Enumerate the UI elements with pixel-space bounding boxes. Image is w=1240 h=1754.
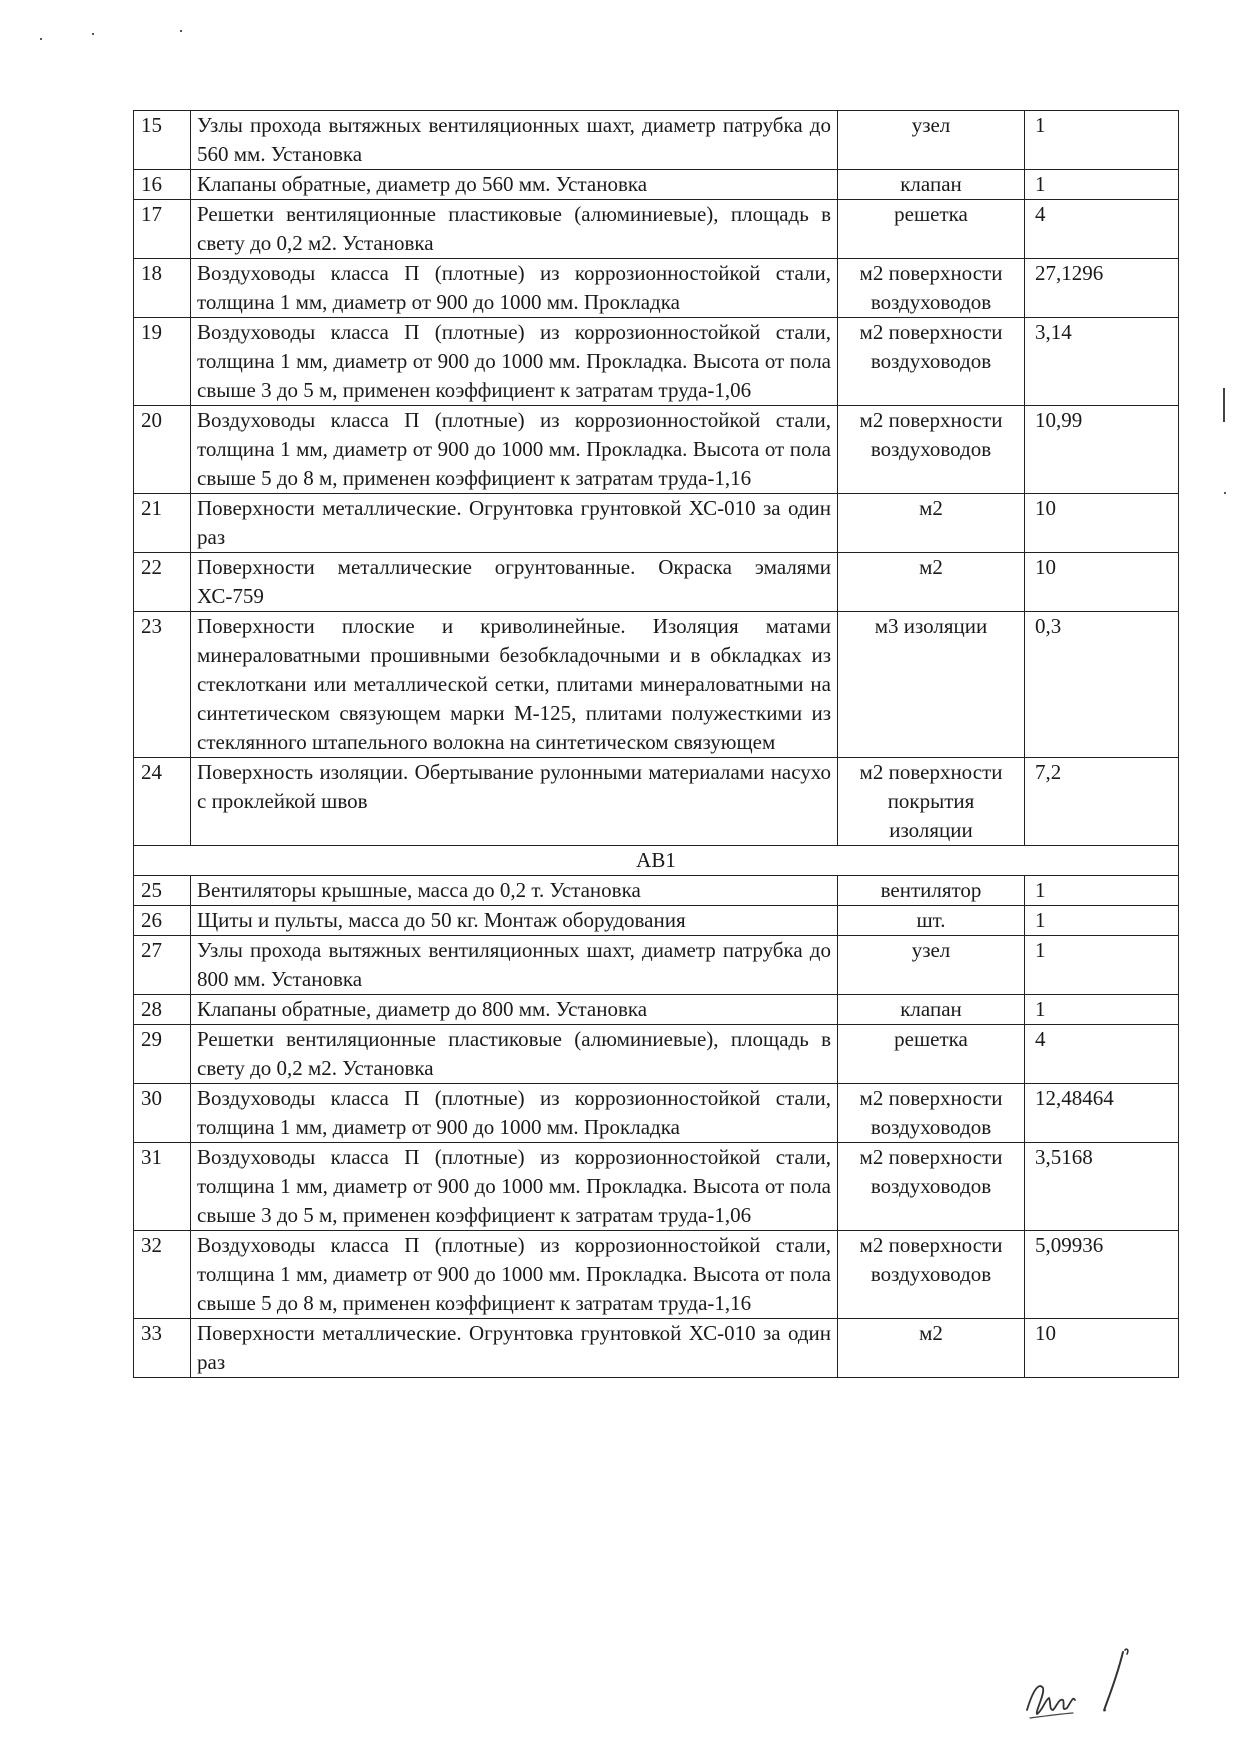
table-row — [134, 1025, 1179, 1084]
unit-cell: м3 изоляции — [838, 612, 1025, 758]
quantity-cell: 1 — [1025, 170, 1179, 200]
work-description-cell: Клапаны обратные, диаметр до 800 мм. Установка — [191, 995, 838, 1025]
table-row — [134, 494, 1179, 553]
work-items-table — [133, 110, 1179, 1378]
quantity-cell: 27,1296 — [1025, 259, 1179, 318]
unit-cell: шт. — [838, 906, 1025, 936]
work-description-cell: Поверхности металлические. Огрунтовка грунтовкой ХС-010 за один раз — [191, 1319, 838, 1378]
work-description-cell: Воздуховоды класса П (плотные) из коррозионностойкой стали, толщина 1 мм, диаметр от 900 до 1000 мм. Прокладка. Высота от пола свыше 5 до 8 м, применен коэффициент к затратам труда-1,16 — [191, 1231, 838, 1319]
work-description-cell: Решетки вентиляционные пластиковые (алюминиевые), площадь в свету до 0,2 м2. Установка — [191, 200, 838, 259]
quantity-cell: 3,14 — [1025, 318, 1179, 406]
scan-dust-dot — [180, 30, 182, 32]
scan-dust-dot — [40, 38, 42, 40]
table-row — [134, 553, 1179, 612]
table-body — [134, 111, 1179, 1378]
row-number-cell: 27 — [134, 936, 191, 995]
unit-cell: м2 поверхности воздуховодов — [838, 318, 1025, 406]
unit-cell: м2 поверхности воздуховодов — [838, 1084, 1025, 1143]
table-row — [134, 936, 1179, 995]
table-row — [134, 318, 1179, 406]
scan-dust-dot — [1224, 492, 1226, 494]
work-description-cell: Узлы прохода вытяжных вентиляционных шахт, диаметр патрубка до 560 мм. Установка — [191, 111, 838, 170]
row-number-cell: 24 — [134, 758, 191, 846]
table-row — [134, 876, 1179, 906]
section-header-row — [134, 846, 1179, 876]
work-description-cell: Воздуховоды класса П (плотные) из коррозионностойкой стали, толщина 1 мм, диаметр от 900 до 1000 мм. Прокладка — [191, 259, 838, 318]
row-number-cell: 16 — [134, 170, 191, 200]
table-row — [134, 612, 1179, 758]
row-number-cell: 19 — [134, 318, 191, 406]
work-description-cell: Поверхность изоляции. Обертывание рулонными материалами насухо с проклейкой швов — [191, 758, 838, 846]
row-number-cell: 29 — [134, 1025, 191, 1084]
row-number-cell: 31 — [134, 1143, 191, 1231]
work-description-cell: Решетки вентиляционные пластиковые (алюминиевые), площадь в свету до 0,2 м2. Установка — [191, 1025, 838, 1084]
table-row — [134, 259, 1179, 318]
row-number-cell: 18 — [134, 259, 191, 318]
row-number-cell: 15 — [134, 111, 191, 170]
row-number-cell: 25 — [134, 876, 191, 906]
unit-cell: м2 поверхности воздуховодов — [838, 1143, 1025, 1231]
unit-cell: м2 поверхности воздуховодов — [838, 1231, 1025, 1319]
quantity-cell: 7,2 — [1025, 758, 1179, 846]
row-number-cell: 30 — [134, 1084, 191, 1143]
table-row — [134, 758, 1179, 846]
unit-cell: решетка — [838, 1025, 1025, 1084]
unit-cell: м2 поверхности воздуховодов — [838, 259, 1025, 318]
quantity-cell: 1 — [1025, 936, 1179, 995]
unit-cell: м2 — [838, 1319, 1025, 1378]
row-number-cell: 17 — [134, 200, 191, 259]
quantity-cell: 12,48464 — [1025, 1084, 1179, 1143]
quantity-cell: 3,5168 — [1025, 1143, 1179, 1231]
quantity-cell: 0,3 — [1025, 612, 1179, 758]
work-description-cell: Воздуховоды класса П (плотные) из коррозионностойкой стали, толщина 1 мм, диаметр от 900 до 1000 мм. Прокладка. Высота от пола свыше 5 до 8 м, применен коэффициент к затратам труда-1,16 — [191, 406, 838, 494]
quantity-cell: 4 — [1025, 1025, 1179, 1084]
quantity-cell: 1 — [1025, 995, 1179, 1025]
work-description-cell: Клапаны обратные, диаметр до 560 мм. Установка — [191, 170, 838, 200]
quantity-cell: 10 — [1025, 494, 1179, 553]
table-row — [134, 170, 1179, 200]
unit-cell: вентилятор — [838, 876, 1025, 906]
unit-cell: клапан — [838, 995, 1025, 1025]
work-description-cell: Поверхности плоские и криволинейные. Изоляция матами минераловатными прошивными безобкладочными и в обкладках из стеклоткани или металлической сетки, плитами минераловатными на синтетическом связующем марки М-125, плитами полужесткими из стеклянного штапельного волокна на синтетическом связующем — [191, 612, 838, 758]
quantity-cell: 10 — [1025, 553, 1179, 612]
row-number-cell: 21 — [134, 494, 191, 553]
table-row — [134, 1319, 1179, 1378]
unit-cell: узел — [838, 936, 1025, 995]
section-label: АВ1 — [134, 846, 1179, 876]
unit-cell: клапан — [838, 170, 1025, 200]
work-description-cell: Воздуховоды класса П (плотные) из коррозионностойкой стали, толщина 1 мм, диаметр от 900 до 1000 мм. Прокладка — [191, 1084, 838, 1143]
table-row — [134, 1084, 1179, 1143]
unit-cell: м2 поверхности воздуховодов — [838, 406, 1025, 494]
quantity-cell: 1 — [1025, 876, 1179, 906]
work-description-cell: Вентиляторы крышные, масса до 0,2 т. Установка — [191, 876, 838, 906]
table-row — [134, 111, 1179, 170]
table-row — [134, 406, 1179, 494]
row-number-cell: 33 — [134, 1319, 191, 1378]
work-description-cell: Поверхности металлические огрунтованные. Окраска эмалями ХС-759 — [191, 553, 838, 612]
row-number-cell: 26 — [134, 906, 191, 936]
quantity-cell: 4 — [1025, 200, 1179, 259]
handwritten-signature-icon — [1015, 1640, 1165, 1730]
quantity-cell: 10 — [1025, 1319, 1179, 1378]
quantity-cell: 10,99 — [1025, 406, 1179, 494]
quantity-cell: 1 — [1025, 906, 1179, 936]
row-number-cell: 22 — [134, 553, 191, 612]
quantity-cell: 1 — [1025, 111, 1179, 170]
work-description-cell: Узлы прохода вытяжных вентиляционных шахт, диаметр патрубка до 800 мм. Установка — [191, 936, 838, 995]
row-number-cell: 20 — [134, 406, 191, 494]
table-row — [134, 1231, 1179, 1319]
unit-cell: м2 — [838, 494, 1025, 553]
work-description-cell: Воздуховоды класса П (плотные) из коррозионностойкой стали, толщина 1 мм, диаметр от 900 до 1000 мм. Прокладка. Высота от пола свыше 3 до 5 м, применен коэффициент к затратам труда-1,06 — [191, 318, 838, 406]
table-row — [134, 995, 1179, 1025]
work-description-cell: Поверхности металлические. Огрунтовка грунтовкой ХС-010 за один раз — [191, 494, 838, 553]
unit-cell: м2 поверхности покрытия изоляции — [838, 758, 1025, 846]
unit-cell: узел — [838, 111, 1025, 170]
table-row — [134, 200, 1179, 259]
scan-dust-dot — [92, 33, 94, 35]
work-description-cell: Щиты и пульты, масса до 50 кг. Монтаж оборудования — [191, 906, 838, 936]
work-description-cell: Воздуховоды класса П (плотные) из коррозионностойкой стали, толщина 1 мм, диаметр от 900 до 1000 мм. Прокладка. Высота от пола свыше 3 до 5 м, применен коэффициент к затратам труда-1,06 — [191, 1143, 838, 1231]
row-number-cell: 23 — [134, 612, 191, 758]
table-row — [134, 906, 1179, 936]
row-number-cell: 32 — [134, 1231, 191, 1319]
row-number-cell: 28 — [134, 995, 191, 1025]
table-row — [134, 1143, 1179, 1231]
unit-cell: решетка — [838, 200, 1025, 259]
unit-cell: м2 — [838, 553, 1025, 612]
quantity-cell: 5,09936 — [1025, 1231, 1179, 1319]
scan-edge-mark — [1223, 388, 1225, 422]
